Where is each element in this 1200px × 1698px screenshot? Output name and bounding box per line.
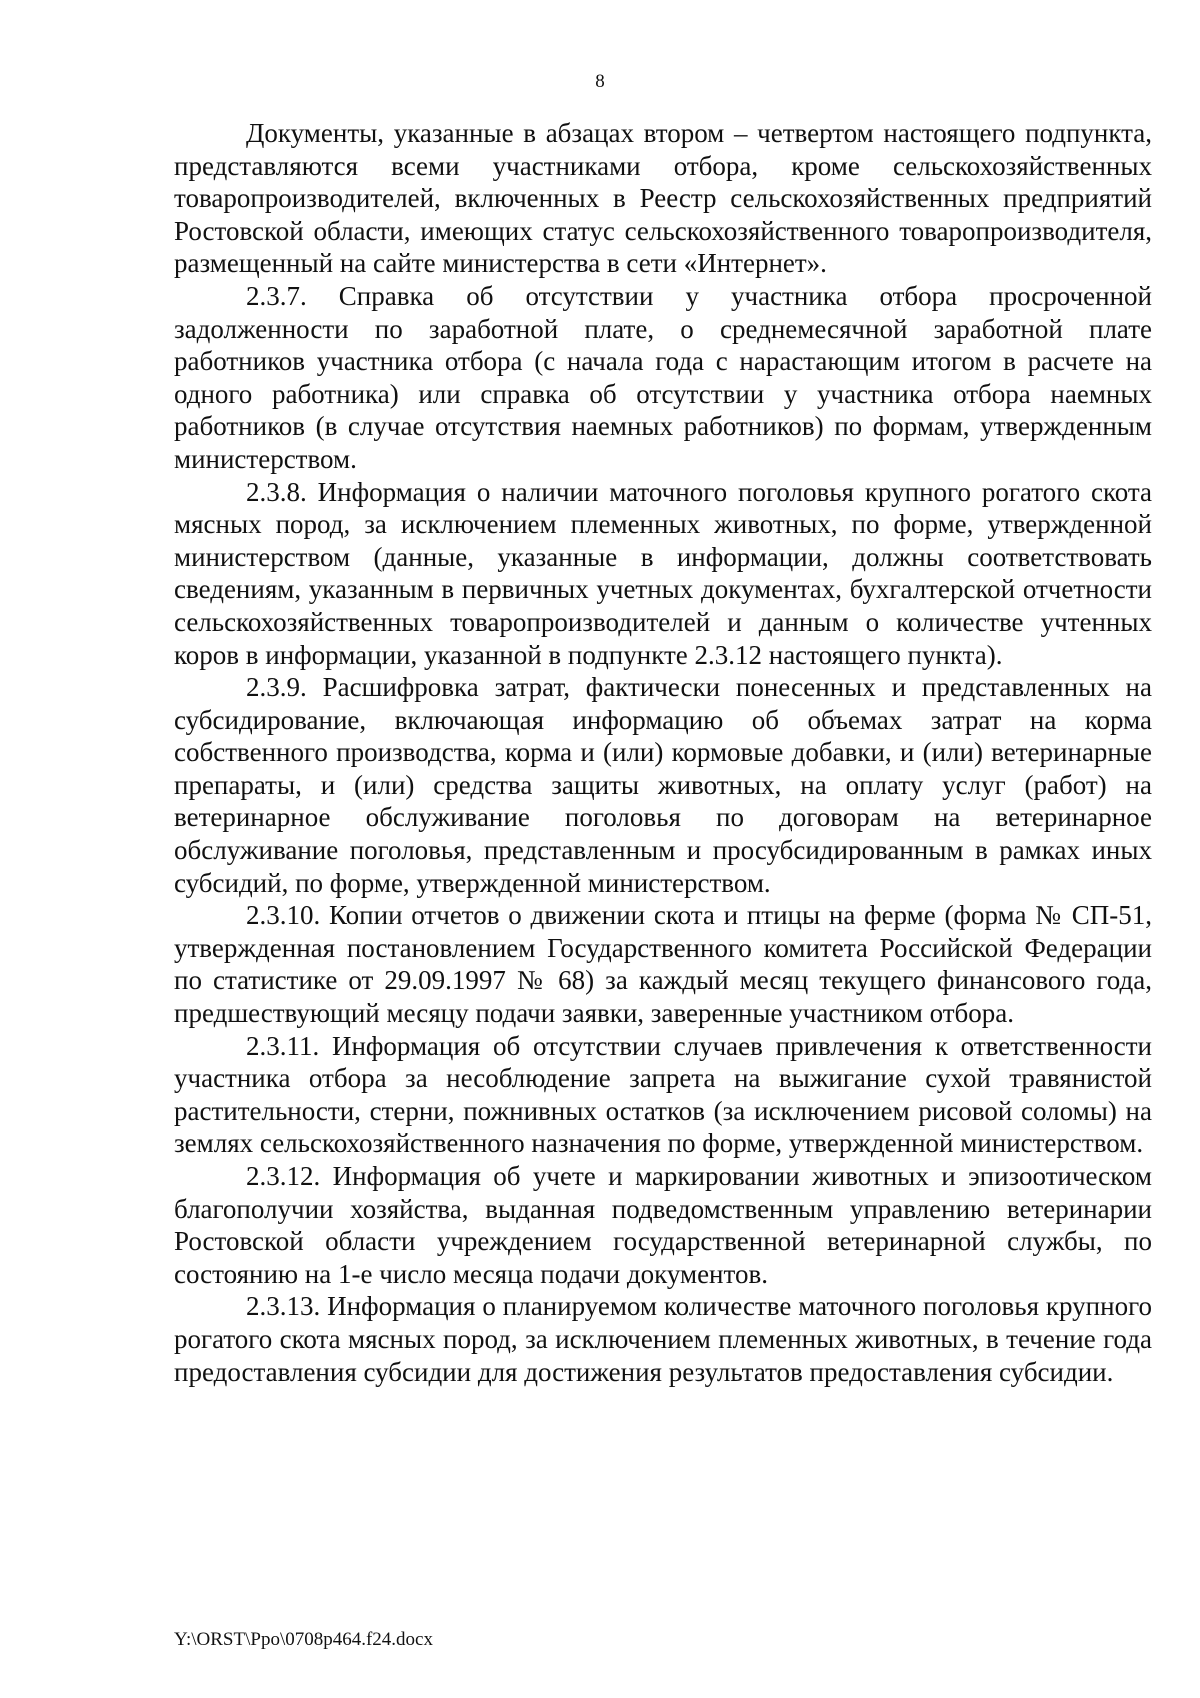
paragraph-2-3-12: 2.3.12. Информация об учете и маркировании животных и эпизоотическом благополучии хозяйства, выданная подведомственным управлению ветеринарии Ростовской области учреждением государственной ветеринарной службы, по состоянию на 1-е число месяца подачи документов. [174, 1161, 1152, 1289]
footer-file-path: Y:\ORST\Ppo\0708p464.f24.docx [174, 1629, 433, 1650]
paragraph-2-3-10: 2.3.10. Копии отчетов о движении скота и птицы на ферме (форма № СП-51, утвержденная постановлением Государственного комитета Российской Федерации по статистике от 29.09.1997 № 68) за каждый месяц текущего финансового года, предшествующий месяцу подачи заявки, заверенные участником отбора. [174, 900, 1152, 1029]
paragraph-2-3-7: 2.3.7. Справка об отсутствии у участника отбора просроченной задолженности по заработной плате, о среднемесячной заработной плате работников участника отбора (с начала года с нарастающим итогом в расчете на одного работника) или справка об отсутствии у участника отбора наемных работников (в случае отсутствия наемных работников) по формам, утвержденным министерством. [174, 280, 1152, 474]
paragraph-2-3-9: 2.3.9. Расшифровка затрат, фактически понесенных и представленных на субсидирование, включающая информацию об объемах затрат на корма собственного производства, корма и (или) кормовые добавки, и (или) ветеринарные препараты, и (или) средства защиты животных, на оплату услуг (работ) на ветеринарное обслуживание поголовья по договорам на ветеринарное обслуживание поголовья, представленным и просубсидированным в рамках иных субсидий, по форме, утвержденной министерством. [174, 672, 1152, 898]
paragraph-2-3-13: 2.3.13. Информация о планируемом количестве маточного поголовья крупного рогатого скота мясных пород, за исключением племенных животных, в течение года предоставления субсидии для достижения результатов предоставления субсидии. [174, 1291, 1152, 1387]
paragraph-documents-note: Документы, указанные в абзацах втором – четвертом настоящего подпункта, представляются всеми участниками отбора, кроме сельскохозяйственных товаропроизводителей, включенных в Реестр сельскохозяйственных предприятий Ростовской области, имеющих статус сельскохозяйственного товаропроизводителя, размещенный на сайте министерства в сети «Интернет». [174, 118, 1152, 279]
paragraph-2-3-11: 2.3.11. Информация об отсутствии случаев привлечения к ответственности участника отбора за несоблюдение запрета на выжигание сухой травянистой растительности, стерни, пожнивных остатков (за исключением рисовой соломы) на землях сельскохозяйственного назначения по форме, утвержденной министерством. [174, 1030, 1152, 1159]
paragraph-2-3-8: 2.3.8. Информация о наличии маточного поголовья крупного рогатого скота мясных пород, за исключением племенных животных, по форме, утвержденной министерством (данные, указанные в информации, должны соответствовать сведениям, указанным в первичных учетных документах, бухгалтерской отчетности сельскохозяйственных товаропроизводителей и данным о количестве учтенных коров в информации, указанной в подпункте 2.3.12 настоящего пункта). [174, 476, 1152, 670]
page-number: 8 [595, 71, 605, 92]
document-body [174, 117, 1152, 1388]
